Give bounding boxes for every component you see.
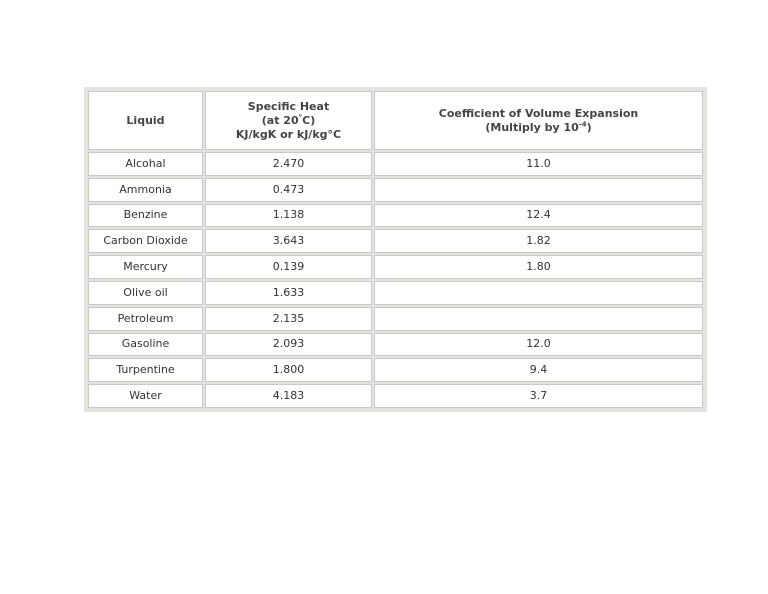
cell-liquid: Olive oil: [88, 281, 203, 305]
cell-specific-heat: 2.135: [205, 307, 372, 331]
header-temp-suffix: C): [302, 113, 316, 127]
table-row: [88, 333, 703, 357]
cell-expansion: 1.80: [374, 255, 703, 279]
cell-liquid: Gasoline: [88, 333, 203, 357]
table-row: [88, 281, 703, 305]
cell-expansion: [374, 281, 703, 305]
cell-specific-heat: 0.473: [205, 178, 372, 202]
cell-expansion: [374, 178, 703, 202]
header-multiplier-suffix: ): [586, 120, 592, 134]
header-specific-heat-units: KJ/kgK or kJ/kg°C: [235, 127, 342, 141]
header-volume-expansion-multiplier: [375, 121, 702, 135]
liquid-properties-table-frame: [84, 87, 707, 412]
header-multiplier-exponent: -4: [578, 119, 587, 128]
header-temp-prefix: (at 20: [261, 113, 299, 127]
cell-liquid: Turpentine: [88, 358, 203, 382]
header-volume-expansion: [374, 91, 703, 150]
table-row: [88, 152, 703, 176]
cell-expansion: 12.4: [374, 204, 703, 228]
cell-expansion: 3.7: [374, 384, 703, 408]
cell-specific-heat: 0.139: [205, 255, 372, 279]
header-specific-heat-temperature: [206, 114, 371, 128]
table-row: [88, 255, 703, 279]
cell-liquid: Ammonia: [88, 178, 203, 202]
cell-specific-heat: 1.633: [205, 281, 372, 305]
cell-expansion: 11.0: [374, 152, 703, 176]
cell-specific-heat: 3.643: [205, 229, 372, 253]
header-multiplier-prefix: (Multiply by 10: [485, 120, 579, 134]
table-row: [88, 204, 703, 228]
header-specific-heat: [205, 91, 372, 150]
header-liquid: [88, 91, 203, 150]
cell-expansion: 1.82: [374, 229, 703, 253]
table-row: [88, 307, 703, 331]
header-temp-degree: °: [298, 112, 303, 121]
cell-liquid: Mercury: [88, 255, 203, 279]
table-header-row: [88, 91, 703, 150]
cell-expansion: [374, 307, 703, 331]
header-liquid-label: Liquid: [126, 113, 165, 127]
cell-specific-heat: 2.470: [205, 152, 372, 176]
cell-liquid: Carbon Dioxide: [88, 229, 203, 253]
table-row: [88, 384, 703, 408]
cell-liquid: Water: [88, 384, 203, 408]
cell-liquid: Petroleum: [88, 307, 203, 331]
cell-expansion: 12.0: [374, 333, 703, 357]
cell-expansion: 9.4: [374, 358, 703, 382]
cell-specific-heat: 1.800: [205, 358, 372, 382]
cell-specific-heat: 1.138: [205, 204, 372, 228]
cell-specific-heat: 4.183: [205, 384, 372, 408]
header-volume-expansion-title: Coefficient of Volume Expansion: [438, 106, 639, 120]
liquid-properties-table: [86, 89, 705, 410]
cell-liquid: Benzine: [88, 204, 203, 228]
table-row: [88, 178, 703, 202]
table-row: [88, 358, 703, 382]
table-row: [88, 229, 703, 253]
cell-specific-heat: 2.093: [205, 333, 372, 357]
cell-liquid: Alcohal: [88, 152, 203, 176]
header-specific-heat-title: Specific Heat: [247, 99, 330, 113]
